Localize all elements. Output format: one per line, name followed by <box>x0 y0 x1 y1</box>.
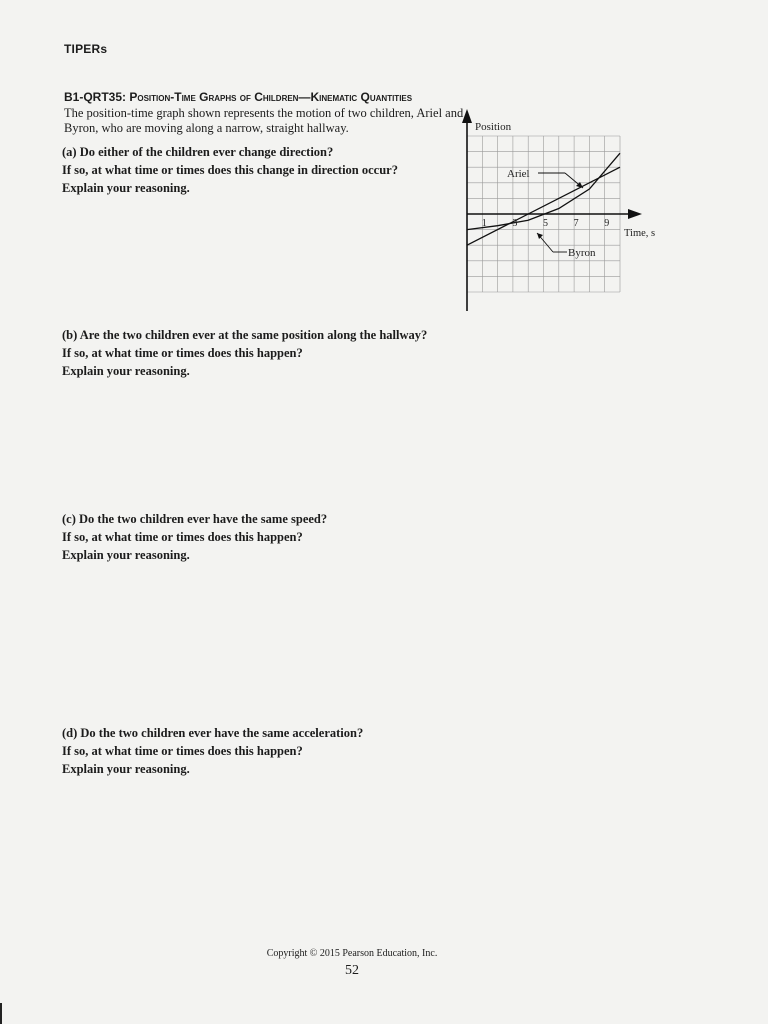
x-axis-arrowhead <box>628 209 642 219</box>
question-c-line2: If so, at what time or times does this happen? <box>62 530 303 544</box>
question-a-line1: (a) Do either of the children ever change direction? <box>62 145 334 159</box>
question-a <box>62 143 462 197</box>
graph-labels <box>475 121 655 259</box>
page-number: 52 <box>345 963 359 978</box>
x-tick-label: 5 <box>543 218 548 229</box>
problem-title-text: Position-Time Graphs of Children—Kinematic Quantities <box>129 90 413 104</box>
problem-intro: The position-time graph shown represents the motion of two children, Ariel and Byron, who are moving along a narrow, straight hallway. <box>64 106 464 135</box>
x-tick-label: 3 <box>512 218 518 229</box>
x-tick-label: 9 <box>604 218 610 229</box>
problem-code: B1-QRT35: <box>64 90 130 104</box>
question-c-line3: Explain your reasoning. <box>62 548 190 562</box>
question-d-line3: Explain your reasoning. <box>62 762 190 776</box>
x-tick-label: 7 <box>573 218 579 229</box>
question-c <box>62 510 462 564</box>
x-tick-label: 1 <box>481 218 487 229</box>
position-time-graph <box>455 106 675 316</box>
graph-axes <box>462 109 642 311</box>
section-header: TIPERs <box>64 42 108 56</box>
copyright-notice: Copyright © 2015 Pearson Education, Inc. <box>266 948 438 959</box>
question-b-line1: (b) Are the two children ever at the same position along the hallway? <box>62 328 428 342</box>
question-d-line1: (d) Do the two children ever have the same acceleration? <box>62 726 364 740</box>
question-b-line2: If so, at what time or times does this happen? <box>62 346 303 360</box>
question-d <box>62 724 462 778</box>
scan-edge-mark <box>0 1003 2 1024</box>
series-label-ariel: Ariel <box>507 168 530 180</box>
question-a-line3: Explain your reasoning. <box>62 181 190 195</box>
question-c-line1: (c) Do the two children ever have the same speed? <box>62 512 328 526</box>
problem-title <box>64 90 412 104</box>
y-axis-arrowhead <box>462 109 472 123</box>
question-a-line2: If so, at what time or times does this change in direction occur? <box>62 163 398 177</box>
question-b-line3: Explain your reasoning. <box>62 364 190 378</box>
question-d-line2: If so, at what time or times does this happen? <box>62 744 303 758</box>
x-axis-label: Time, s <box>624 228 656 239</box>
series-label-byron: Byron <box>568 247 596 259</box>
question-b <box>62 326 462 380</box>
y-axis-label: Position <box>475 121 512 133</box>
byron-arrowhead <box>537 233 543 239</box>
